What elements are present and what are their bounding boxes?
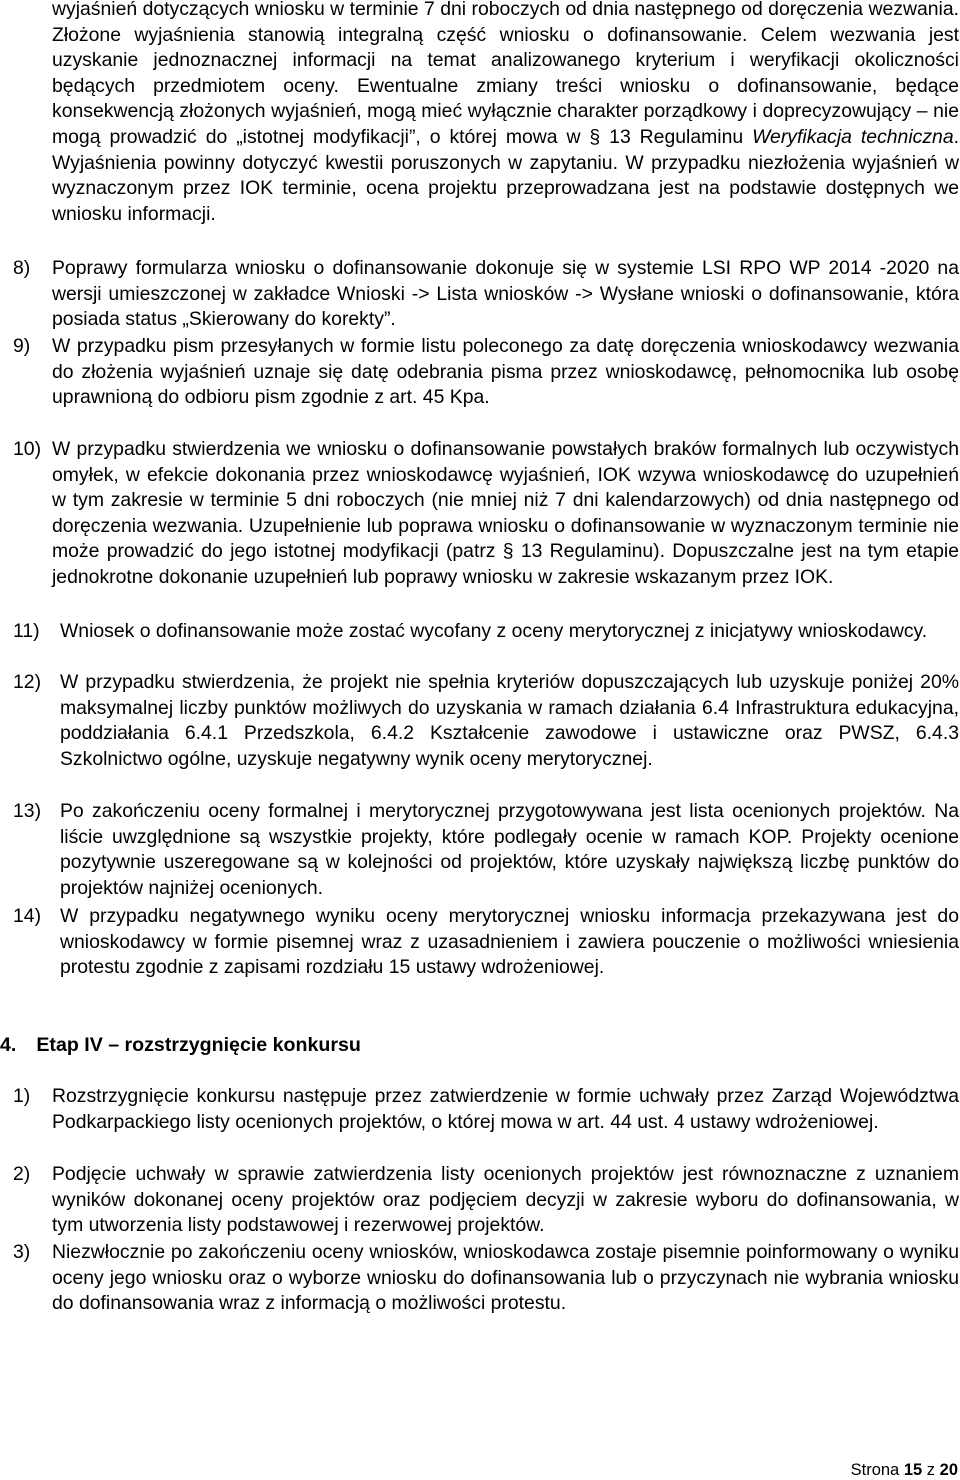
list-item: Podjęcie uchwały w sprawie zatwierdzenia listy ocenionych projektów jest równoznaczne z uznaniem wyników dokonanej oceny projektów oraz podjęciem decyzji w zakresie wyboru do dofinansowania, w tym utworzenia listy podstawowej i rezerwowej projektów. xyxy=(52,1163,959,1237)
list-item: W przypadku stwierdzenia, że projekt nie spełnia kryteriów dopuszczających lub uzyskuje poniżej 20% maksymalnej liczby punktów możliwych do uzyskania w ramach działania 6.4 Infrastruktura edukacyjna, poddziałania 6.4.1 Przedszkola, 6.4.2 Kształcenie zawodowe i ustawiczne oraz PWSZ, 6.4.3 Szkolnictwo ogólne, uzyskuje negatywny wynik oceny merytorycznej. xyxy=(60,671,959,770)
paragraph-text-start: wyjaśnień dotyczących wniosku w terminie 7 dni roboczych od dnia następnego od doręczenia wezwania. Złożone wyjaśnienia stanowią integralną część wniosku o dofinansowanie. Celem wezwania jest uzyskanie jednoznacznej informacji na temat analizowanego kryterium i weryfikacji okoliczności będących przedmiotem oceny. Ewentualne zmiany treści wniosku o dofinansowanie, będące konsekwencją złożonych wyjaśnień, mogą mieć wyłącznie charakter porządkowy i doprecyzowujący – nie mogą prowadzić do „istotnej modyfikacji”, o której mowa w § 13 Regulaminu xyxy=(52,0,959,148)
list-item: Poprawy formularza wniosku o dofinansowanie dokonuje się w systemie LSI RPO WP 2014 -2020 na wersji umieszczonej w zakładce Wnioski -> Lista wniosków -> Wysłane wnioski o dofinansowanie, która posiada status „Skierowany do korekty”. xyxy=(52,257,959,331)
page-label: Strona xyxy=(850,1461,900,1479)
paragraph-text-end: . Wyjaśnienia powinny dotyczyć kwestii poruszonych w zapytaniu. W przypadku niezłożenia wyjaśnień w wyznaczonym przez IOK terminie, ocena projektu przeprowadzana jest na podstawie dostępnych we wniosku informacji. xyxy=(52,125,959,225)
item-number: 1) xyxy=(13,1085,31,1107)
current-page: 15 xyxy=(903,1461,923,1479)
item-number: 13) xyxy=(13,800,42,822)
item-number: 2) xyxy=(13,1163,31,1185)
list-item: Po zakończeniu oceny formalnej i merytorycznej przygotowywana jest lista ocenionych projektów. Na liście uwzględnione są wszystkie projekty, które podlegały ocenie w ramach KOP. Projekty ocenione pozytywnie uszeregowane są w kolejności od projektów, które uzyskały największą liczbę punktów do projektów najniżej ocenionych. xyxy=(60,800,959,899)
list-item: W przypadku pism przesyłanych w formie listu poleconego za datę doręczenia wnioskodawcy wezwania do złożenia wyjaśnień uznaje się datę odebrania pisma przez wnioskodawcę, pełnomocnika lub osobę uprawnioną do odbioru pism zgodnie z art. 45 Kpa. xyxy=(52,335,959,409)
list-item: Wniosek o dofinansowanie może zostać wycofany z oceny merytorycznej z inicjatywy wnioskodawcy. xyxy=(60,620,928,642)
item-number: 9) xyxy=(13,335,31,357)
continuation-paragraph xyxy=(52,0,959,227)
item-number: 14) xyxy=(13,905,42,927)
italic-title: Weryfikacja techniczna xyxy=(752,125,954,148)
item-number: 8) xyxy=(13,257,31,279)
section-title: Etap IV – rozstrzygnięcie konkursu xyxy=(36,1034,361,1056)
page-separator: z xyxy=(926,1461,936,1479)
section-heading xyxy=(0,1032,361,1058)
list-item: W przypadku negatywnego wyniku oceny merytorycznej wniosku informacja przekazywana jest do wnioskodawcy w formie pisemnej wraz z uzasadnieniem i zawiera pouczenie o możliwości wniesienia protestu zgodnie z zapisami rozdziału 15 ustawy wdrożeniowej. xyxy=(60,905,959,979)
list-item: Rozstrzygnięcie konkursu następuje przez zatwierdzenie w formie uchwały przez Zarząd Województwa Podkarpackiego listy ocenionych projektów, o której mowa w art. 44 ust. 4 ustawy wdrożeniowej. xyxy=(52,1085,959,1133)
item-number: 10) xyxy=(13,438,42,460)
page-footer xyxy=(851,1460,958,1480)
item-number: 11) xyxy=(13,620,40,642)
total-pages: 20 xyxy=(939,1461,958,1479)
list-item: Niezwłocznie po zakończeniu oceny wniosków, wnioskodawca zostaje pisemnie poinformowany o wyniku oceny jego wniosku oraz o wyborze wniosku do dofinansowania lub o przyczynach nie wybrania wniosku do dofinansowania wraz z informacją o możliwości protestu. xyxy=(52,1241,959,1315)
list-item: W przypadku stwierdzenia we wniosku o dofinansowanie powstałych braków formalnych lub oczywistych omyłek, w efekcie dokonania przez wnioskodawcę wyjaśnień, IOK wzywa wnioskodawcę do uzupełnień w tym zakresie w terminie 5 dni roboczych (nie mniej niż 7 dni kalendarzowych) od dnia następnego od doręczenia wezwania. Uzupełnienie lub poprawa wniosku o dofinansowanie w wyznaczonym terminie nie może prowadzić do jego istotnej modyfikacji (patrz § 13 Regulaminu). Dopuszczalne jest na tym etapie jednokrotne dokonanie uzupełnień lub poprawy wniosku w zakresie wskazanym przez IOK. xyxy=(52,438,959,588)
item-number: 12) xyxy=(13,671,42,693)
section-number: 4. xyxy=(0,1034,17,1056)
item-number: 3) xyxy=(13,1241,31,1263)
